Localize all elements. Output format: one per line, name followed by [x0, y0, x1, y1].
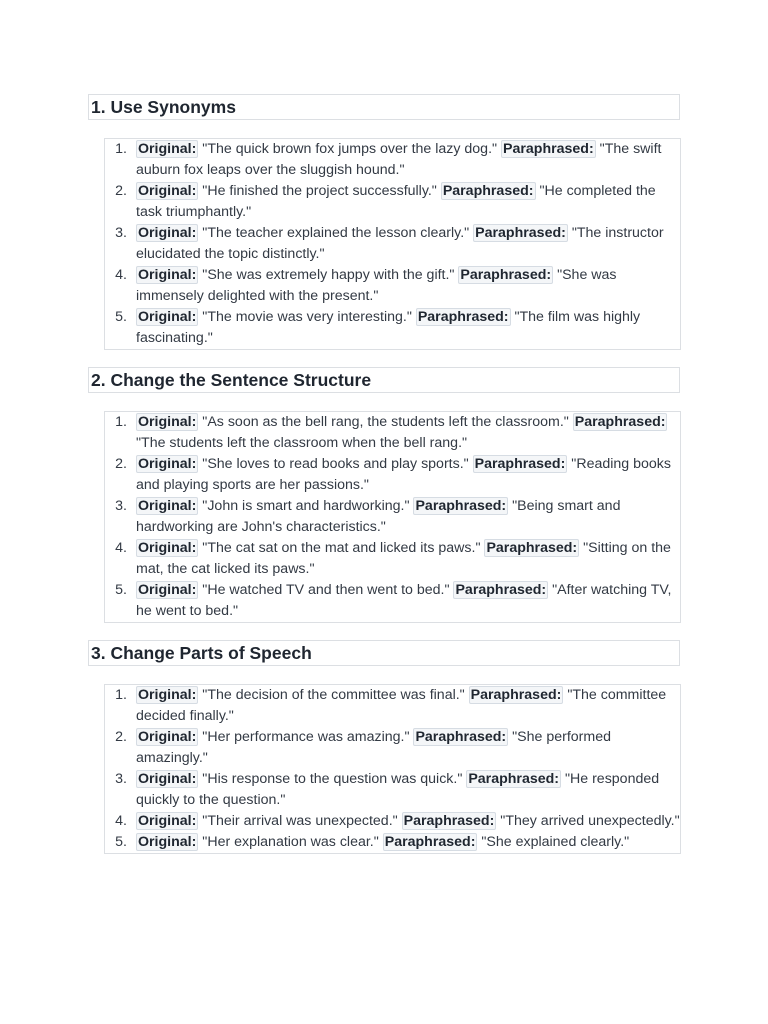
- item-number: 2.: [115, 183, 127, 199]
- paraphrased-text: "Reading books and playing sports are her passions.": [136, 456, 671, 493]
- original-label: Original:: [138, 834, 197, 850]
- list-item: [105, 454, 680, 496]
- paraphrased-text: "He responded quickly to the question.": [136, 771, 660, 808]
- paraphrased-text: "The instructor elucidated the topic distinctly.": [136, 225, 664, 262]
- original-text: "The teacher explained the lesson clearly.": [202, 225, 470, 241]
- original-label: Original:: [138, 729, 197, 745]
- paraphrased-label: Paraphrased:: [384, 834, 476, 850]
- original-label: Original:: [138, 771, 197, 787]
- paraphrased-text: "The students left the classroom when the bell rang.": [136, 435, 468, 451]
- original-label: Original:: [138, 456, 197, 472]
- paraphrased-text: "The swift auburn fox leaps over the sluggish hound.": [136, 141, 662, 178]
- paraphrased-label: Paraphrased:: [475, 225, 566, 241]
- original-label: Original:: [138, 414, 197, 430]
- original-text: "As soon as the bell rang, the students left the classroom.": [202, 414, 569, 430]
- item-number: 1.: [115, 141, 127, 157]
- list-item: [105, 139, 680, 181]
- original-text: "She was extremely happy with the gift.": [202, 267, 455, 283]
- list-item: [105, 685, 680, 727]
- list-item: [105, 769, 680, 811]
- original-label: Original:: [138, 582, 197, 598]
- list-item: [105, 496, 680, 538]
- item-number: 1.: [115, 414, 127, 430]
- original-label: Original:: [138, 687, 197, 703]
- item-number: 2.: [115, 456, 127, 472]
- original-text: "He watched TV and then went to bed.": [202, 582, 450, 598]
- original-text: "The movie was very interesting.": [202, 309, 412, 325]
- list-item: [105, 223, 680, 265]
- item-number: 5.: [115, 834, 127, 850]
- item-number: 5.: [115, 582, 127, 598]
- item-number: 4.: [115, 540, 127, 556]
- paraphrased-text: "She performed amazingly.": [136, 729, 611, 766]
- original-label: Original:: [138, 267, 197, 283]
- item-number: 3.: [115, 225, 127, 241]
- original-text: "The decision of the committee was final.": [202, 687, 465, 703]
- original-text: "Her explanation was clear.": [202, 834, 379, 850]
- list-item: [105, 265, 680, 307]
- paraphrased-text: "The film was highly fascinating.": [136, 309, 641, 346]
- original-label: Original:: [138, 498, 197, 514]
- paraphrased-label: Paraphrased:: [455, 582, 547, 598]
- paraphrased-text: "The committee decided finally.": [136, 687, 667, 724]
- original-text: "The cat sat on the mat and licked its paws.": [202, 540, 481, 556]
- paraphrased-text: "After watching TV, he went to bed.": [136, 582, 672, 619]
- item-number: 4.: [115, 267, 127, 283]
- original-label: Original:: [138, 813, 197, 829]
- list-item: [105, 580, 680, 622]
- item-number: 3.: [115, 498, 127, 514]
- list-item: [105, 307, 680, 349]
- original-text: "Their arrival was unexpected.": [202, 813, 398, 829]
- paraphrased-label: Paraphrased:: [470, 687, 562, 703]
- original-text: "She loves to read books and play sports.": [202, 456, 469, 472]
- original-label: Original:: [138, 309, 197, 325]
- paraphrased-label: Paraphrased:: [574, 414, 666, 430]
- original-label: Original:: [138, 225, 197, 241]
- item-number: 3.: [115, 771, 127, 787]
- original-text: "John is smart and hardworking.": [202, 498, 410, 514]
- original-text: "The quick brown fox jumps over the lazy dog.": [202, 141, 498, 157]
- paraphrased-label: Paraphrased:: [460, 267, 552, 283]
- paraphrased-label: Paraphrased:: [442, 183, 534, 199]
- paraphrased-label: Paraphrased:: [474, 456, 566, 472]
- paraphrased-label: Paraphrased:: [486, 540, 578, 556]
- paraphrased-label: Paraphrased:: [403, 813, 495, 829]
- list-item: [105, 832, 680, 853]
- paraphrased-label: Paraphrased:: [468, 771, 560, 787]
- original-text: "His response to the question was quick.": [202, 771, 463, 787]
- item-number: 4.: [115, 813, 127, 829]
- paraphrased-text: "Sitting on the mat, the cat licked its paws.": [136, 540, 671, 577]
- section-heading-synonyms: 1. Use Synonyms: [88, 94, 680, 120]
- list-item: [105, 181, 680, 223]
- list-item: [105, 811, 680, 832]
- example-list-parts-of-speech: [104, 684, 681, 854]
- item-number: 2.: [115, 729, 127, 745]
- item-number: 5.: [115, 309, 127, 325]
- original-label: Original:: [138, 540, 197, 556]
- section-heading-sentence-structure: 2. Change the Sentence Structure: [88, 367, 680, 393]
- list-item: [105, 538, 680, 580]
- section-heading-parts-of-speech: 3. Change Parts of Speech: [88, 640, 680, 666]
- item-number: 1.: [115, 687, 127, 703]
- paraphrased-label: Paraphrased:: [415, 729, 507, 745]
- example-list-synonyms: [104, 138, 681, 350]
- list-item: [105, 412, 680, 454]
- original-label: Original:: [138, 141, 197, 157]
- list-item: [105, 727, 680, 769]
- original-text: "He finished the project successfully.": [202, 183, 437, 199]
- paraphrased-label: Paraphrased:: [415, 498, 507, 514]
- paraphrased-text: "She explained clearly.": [481, 834, 630, 850]
- example-list-sentence-structure: [104, 411, 681, 623]
- original-text: "Her performance was amazing.": [202, 729, 410, 745]
- paraphrased-text: "Being smart and hardworking are John's characteristics.": [136, 498, 621, 535]
- original-label: Original:: [138, 183, 197, 199]
- paraphrased-label: Paraphrased:: [417, 309, 509, 325]
- paraphrased-text: "He completed the task triumphantly.": [136, 183, 656, 220]
- paraphrased-label: Paraphrased:: [503, 141, 594, 157]
- paraphrased-text: "She was immensely delighted with the present.": [136, 267, 617, 304]
- paraphrased-text: "They arrived unexpectedly.": [500, 813, 680, 829]
